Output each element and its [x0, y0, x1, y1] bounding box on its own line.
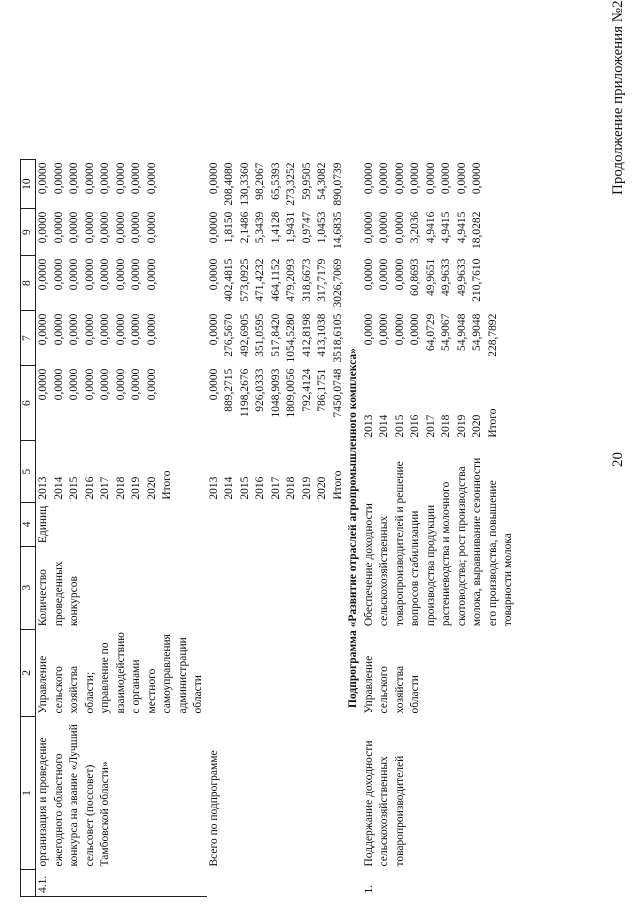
row-1-col8-line: 0,0000 [393, 211, 406, 244]
row-total-col10 [207, 160, 347, 209]
row-1-col7-line: 210,7610 [471, 258, 483, 302]
row-1-col9 [362, 160, 517, 209]
col-1-header: 1 [21, 717, 36, 870]
row-1-col9-line: 0,0000 [409, 162, 421, 195]
row-4-1-col9-line: 0,0000 [145, 211, 158, 244]
row-4-1-col8-line: 0,0000 [52, 258, 65, 291]
row-total-col6-line: 1048,9093 [269, 368, 282, 418]
row-total-col6-line: 786,1751 [316, 368, 328, 412]
col-8-header: 8 [21, 256, 36, 311]
row-1-col6-line: 0,0000 [409, 313, 421, 346]
row-4-1-col10-line: 0,0000 [114, 162, 127, 195]
row-4-1-years-line: 2015 [68, 476, 80, 500]
row-total-col8-line: 317,7179 [316, 258, 328, 302]
row-4-1-col10-line [160, 163, 176, 206]
row-total-col6-line: 889,2715 [223, 368, 235, 412]
row-1-col9-line: 0,0000 [393, 162, 406, 195]
row-4-1-years-line: 2017 [99, 476, 111, 500]
row-1-years-line: 2018 [440, 414, 452, 438]
row-total-col6-line: 0,0000 [207, 368, 220, 401]
row-4-1-col8 [36, 256, 207, 311]
row-total-col10-line: 0,0000 [207, 162, 220, 195]
row-total-col7-line: 412,8198 [300, 313, 313, 357]
row-1-col9-line: 0,0000 [471, 162, 483, 195]
row-1-col6-line: 0,0000 [393, 313, 406, 346]
row-4-1-col8-line: 0,0000 [37, 258, 49, 291]
row-total-years-line: 2015 [238, 476, 251, 500]
program-table [20, 159, 517, 897]
row-total-col9-line: 1,4128 [269, 211, 282, 244]
row-1-col9-line: 0,0000 [378, 162, 390, 195]
row-1-years-line: 2019 [455, 414, 468, 438]
row-4-1-col6-line [160, 369, 176, 438]
row-total-col7 [207, 311, 347, 366]
row-total-col6-line: 792,4124 [300, 368, 313, 412]
row-total-col8-line: 464,1152 [269, 258, 282, 302]
row-4-1-col7-line [160, 314, 176, 363]
row-1-col8-line: 4,9415 [440, 211, 452, 244]
row-4-1-col9-line [160, 212, 176, 253]
col-7-header: 7 [21, 311, 36, 366]
row-4-1-years-line: 2013 [37, 476, 49, 500]
row-1-col7-line: 0,0000 [362, 258, 375, 291]
row-1-col8-line: 0,0000 [378, 211, 390, 244]
row-total-col6 [207, 366, 347, 441]
row-total-col7-line: 3518,6105 [331, 313, 344, 363]
column-numbers-row [21, 160, 36, 897]
row-1-col6-line: 0,0000 [362, 313, 375, 346]
row-total-col9-line: 0,9747 [300, 211, 313, 244]
row-1-col7-line [486, 259, 502, 308]
row-1-years-line: Итого [486, 408, 499, 438]
row-1-col6 [362, 311, 517, 366]
row-total-col10-line: 273,3252 [285, 162, 297, 206]
row-4-1-years-line: 2016 [83, 476, 96, 500]
subprogram-heading-row [346, 160, 362, 897]
row-1-col9-line: 0,0000 [440, 162, 452, 195]
row-total-col10-line: 98,2067 [254, 162, 266, 200]
row-4-1-col9-line: 0,0000 [114, 211, 127, 244]
row-4-1-col9-line: 0,0000 [68, 211, 80, 244]
row-4-1-unit: Единиц [37, 505, 49, 544]
row-4-1-col7-line: 0,0000 [83, 313, 96, 346]
row-total-col8-line: 402,4815 [223, 258, 235, 302]
row-total-col10-line: 890,0739 [331, 162, 344, 206]
row-total-col8-line: 471,4232 [254, 258, 266, 302]
col-9-header: 9 [21, 209, 36, 256]
row-1-years [362, 366, 517, 441]
row-4-1-years-line: 2019 [130, 476, 142, 500]
continuation-label: Продолжение приложения №2 [610, 0, 626, 195]
row-4-1-col8-line: 0,0000 [99, 258, 111, 291]
col-2-header: 2 [21, 629, 36, 716]
row-4-1-col6-line: 0,0000 [130, 368, 142, 401]
row-4-1-years-line: Итого [161, 470, 173, 500]
row-1-col6-line: 54,9048 [471, 313, 483, 352]
subprogram-title: Подпрограмма «Развитие отраслей агропромышленного комплекса» [347, 348, 359, 708]
row-4-1-executor: Управление сельского хозяйства области; управление по взаимодействию с органами местного самоуправления администрации области [37, 632, 204, 714]
row-4-1-col7 [36, 311, 207, 366]
row-4-1-col6 [36, 366, 207, 441]
row-4-1-col8-line: 0,0000 [145, 258, 158, 291]
row-1-col7-line: 49,9651 [424, 258, 437, 297]
row-total-years-line: 2014 [223, 476, 235, 500]
row-4-1-col9-line: 0,0000 [99, 211, 111, 244]
row-4-1-col7-line: 0,0000 [114, 313, 127, 346]
row-1-col7-line: 49,9633 [455, 258, 468, 297]
row-1-col9-line: 0,0000 [424, 162, 437, 195]
row-4-1-col7-line: 0,0000 [37, 313, 49, 346]
row-4-1-col10-line: 0,0000 [99, 162, 111, 195]
row-4-1-col9-line: 0,0000 [130, 211, 142, 244]
row-total-col8 [207, 256, 347, 311]
row-total-years-line: 2020 [316, 476, 328, 500]
row-4-1-col10 [36, 160, 207, 209]
col-0-header [21, 870, 36, 897]
row-1-col7-line: 60,8693 [409, 258, 421, 297]
row-4-1-col8-line: 0,0000 [130, 258, 142, 291]
row-4-1-col10-line: 0,0000 [83, 162, 96, 195]
row-4-1-col6-line: 0,0000 [145, 368, 158, 401]
row-4-1-col10-line: 0,0000 [37, 162, 49, 195]
row-1-years-line: 2015 [393, 414, 406, 438]
col-5-header: 5 [21, 441, 36, 503]
row-4-1-col10-line: 0,0000 [68, 162, 80, 195]
row-total-unit [207, 503, 347, 547]
row-total-col9-line: 1,0453 [316, 211, 328, 244]
row-1-years-line: 2016 [409, 414, 421, 438]
row-4-1-col7-line: 0,0000 [68, 313, 80, 346]
row-total-col7-line: 0,0000 [207, 313, 220, 346]
row-total-col7-line: 517,8420 [269, 313, 282, 357]
row-total-col10-line: 208,4080 [223, 162, 235, 206]
row-1-executor: Управление сельского хозяйства области [362, 655, 421, 714]
row-1-col8-line: 4,9416 [424, 211, 437, 244]
row-1-col9-line [486, 163, 502, 206]
row-4-1-col8-line: 0,0000 [83, 258, 96, 291]
row-1-col8-line [486, 212, 502, 253]
row-1-indicator: Обеспечение доходности сельскохозяйственных товаропроизводителей и решение вопросов стабилизации производства продукции растениеводства и молочного скотоводства; рост производства молока, выравнивание сезонности его производства, повышение товарности молока [362, 457, 514, 627]
row-4-1-col10-line: 0,0000 [52, 162, 65, 195]
row-4-1-col8-line [160, 259, 176, 308]
row-1-col9-line: 0,0000 [362, 162, 375, 195]
row-total-col8-line: 573,0925 [238, 258, 251, 302]
row-total-col10-line: 65,5393 [269, 162, 282, 200]
row-1-years-line: 2013 [362, 414, 375, 438]
row-total-col9 [207, 209, 347, 256]
row-total-executor [207, 629, 347, 716]
row-1-years-line: 2020 [471, 414, 483, 438]
row-total-col10-line: 54,3082 [316, 162, 328, 200]
row-4-1 [36, 160, 207, 897]
row-1-col7-line: 0,0000 [378, 258, 390, 291]
row-4-1-indicator: Количество проведенных конкурсов [37, 561, 80, 627]
row-total-col6-line: 7450,0748 [331, 368, 344, 418]
row-1-years-line: 2014 [378, 414, 390, 438]
row-1-col6-line: 228,7892 [486, 313, 499, 357]
row-total-subprogram [207, 160, 347, 897]
row-4-1-col7-line: 0,0000 [130, 313, 142, 346]
row-total-col10-line: 59,9505 [300, 162, 313, 200]
col-6-header: 6 [21, 366, 36, 441]
page-number: 20 [610, 452, 626, 467]
row-4-1-col6-line: 0,0000 [114, 368, 127, 401]
row-total-years-line: 2013 [207, 476, 220, 500]
row-total-years [207, 441, 347, 503]
row-4-1-years [36, 441, 207, 503]
row-1-col6-line: 54,9048 [455, 313, 468, 352]
row-1-col7-line: 0,0000 [393, 258, 406, 291]
row-total-col6-line: 926,0333 [254, 368, 266, 412]
row-total-col10-line: 130,3360 [238, 162, 251, 206]
row-1-years-line: 2017 [424, 414, 437, 438]
row-total-col8-line: 479,2093 [285, 258, 297, 302]
row-total-col8-line: 3026,7069 [331, 258, 344, 308]
row-1-col8 [362, 209, 517, 256]
row-4-1-col10-line: 0,0000 [145, 162, 158, 195]
row-total-indicator [207, 546, 347, 629]
col-10-header: 10 [21, 160, 36, 209]
row-1-col6-line: 64,0729 [424, 313, 437, 352]
col-4-header: 4 [21, 503, 36, 547]
row-1-col8-line: 4,9415 [455, 211, 468, 244]
row-total-col8-line: 0,0000 [207, 258, 220, 291]
row-total-years-line: 2017 [269, 476, 282, 500]
row-4-1-name: организация и проведение ежегодного областного конкурса на звание «Лучший сельсовет (поссовет) Тамбовской области» [37, 724, 111, 867]
row-4-1-years-line: 2020 [145, 476, 158, 500]
row-4-1-col6-line: 0,0000 [99, 368, 111, 401]
row-4-1-col6-line: 0,0000 [68, 368, 80, 401]
row-1-col8-line: 18,0282 [471, 211, 483, 250]
row-total-col9-line: 1,9431 [285, 211, 297, 244]
row-total-years-line: 2019 [300, 476, 313, 500]
row-total-col7-line: 413,1038 [316, 313, 328, 357]
row-1 [362, 160, 517, 897]
row-1-col6-line: 0,0000 [378, 313, 390, 346]
row-4-1-col6-line: 0,0000 [52, 368, 65, 401]
row-4-1-index: 4.1. [36, 870, 207, 897]
row-total-years-line: 2018 [285, 476, 297, 500]
row-total-years-line: Итого [331, 470, 344, 500]
row-total-col7-line: 1054,5280 [285, 313, 297, 363]
row-4-1-col9-line: 0,0000 [83, 211, 96, 244]
col-3-header: 3 [21, 546, 36, 629]
row-total-col9-line: 0,0000 [207, 211, 220, 244]
row-total-col6-line: 1198,2676 [238, 368, 251, 418]
row-total-col8-line: 318,6673 [300, 258, 313, 302]
row-4-1-col10-line: 0,0000 [130, 162, 142, 195]
row-1-col7 [362, 256, 517, 311]
row-4-1-col8-line: 0,0000 [114, 258, 127, 291]
row-total-col7-line: 276,5670 [223, 313, 235, 357]
row-4-1-col7-line: 0,0000 [145, 313, 158, 346]
row-total-years-line: 2016 [254, 476, 266, 500]
row-total-col6-line: 1809,0056 [285, 368, 297, 418]
row-4-1-col9-line: 0,0000 [52, 211, 65, 244]
row-total-index [207, 870, 347, 897]
row-1-index: 1. [362, 884, 375, 894]
row-total-col9-line: 1,8150 [223, 211, 235, 244]
row-4-1-col7-line: 0,0000 [52, 313, 65, 346]
row-4-1-col7-line: 0,0000 [99, 313, 111, 346]
row-1-col8-line: 0,0000 [362, 211, 375, 244]
row-4-1-col6-line: 0,0000 [83, 368, 96, 401]
row-1-col8-line: 3,2036 [409, 211, 421, 244]
row-1-name: Поддержание доходности сельскохозяйственных товаропроизводителей [362, 740, 406, 867]
row-1-col6-line: 54,9067 [440, 313, 452, 352]
row-4-1-col8-line: 0,0000 [68, 258, 80, 291]
row-total-col9-line: 5,3439 [254, 211, 266, 244]
row-4-1-col9 [36, 209, 207, 256]
row-total-col9-line: 2,1486 [238, 211, 251, 244]
row-1-col7-line: 49,9633 [440, 258, 452, 297]
row-4-1-years-line: 2014 [52, 476, 65, 500]
row-4-1-years-line: 2018 [114, 476, 127, 500]
row-total-col7-line: 351,0595 [254, 313, 266, 357]
row-total-name: Всего по подпрограмме [207, 750, 220, 867]
row-1-col9-line: 0,0000 [455, 162, 468, 195]
row-total-col7-line: 492,6905 [238, 313, 251, 357]
row-total-col9-line: 14,6835 [331, 211, 344, 250]
row-4-1-col6-line: 0,0000 [37, 368, 49, 401]
row-4-1-col9-line: 0,0000 [37, 211, 49, 244]
